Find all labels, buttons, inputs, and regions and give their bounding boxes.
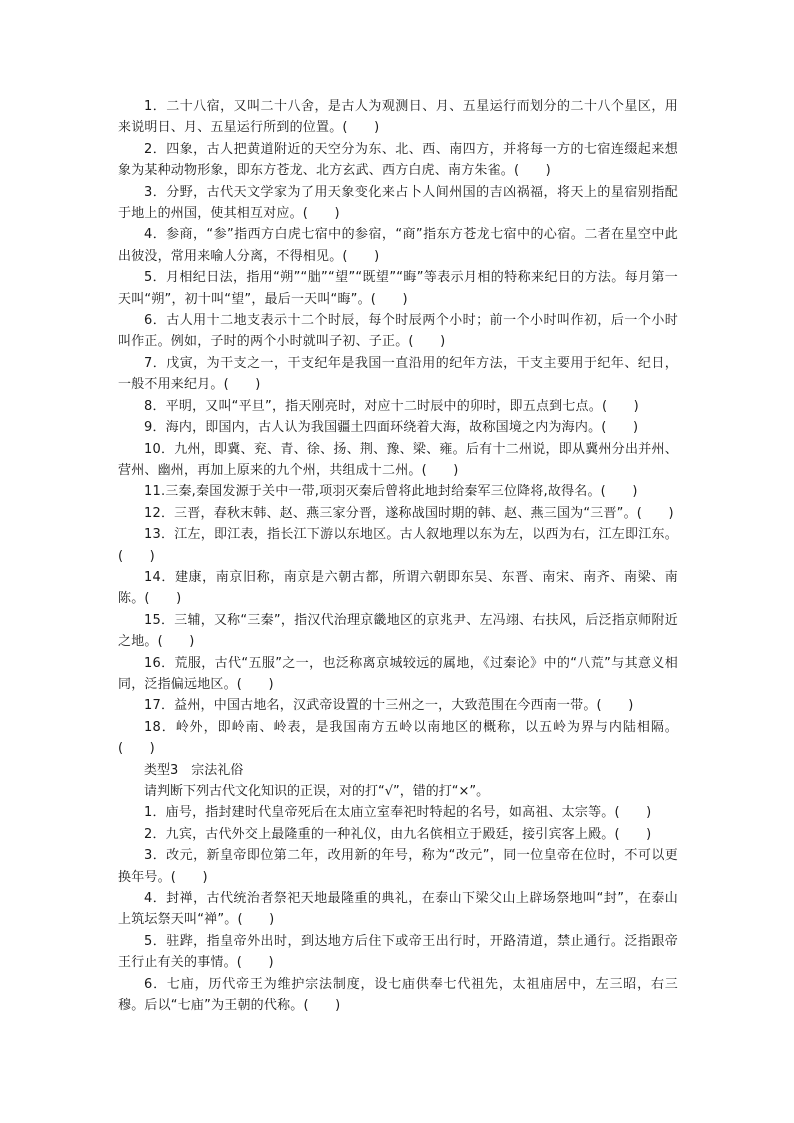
- document-page: [118, 96, 678, 1016]
- section-instruction: 请判断下列古代文化知识的正误，对的打“√”，错的打“×”。: [144, 784, 490, 799]
- list-item: 12．三晋，春秋末韩、赵、燕三家分晋，遂称战国时期的韩、赵、燕三国为“三晋”。( ): [144, 505, 674, 521]
- list-item: 7．戊寅，为干支之一，干支纪年是我国一直沿用的纪年方法，干支主要用于纪年、纪日，一般不用来纪月。( ): [118, 355, 678, 393]
- list-item: 11.三秦,秦国发源于关中一带,项羽灭秦后曾将此地封给秦军三位降将,故得名。( ): [144, 484, 638, 500]
- list-item: 15．三辅，又称“三秦”，指汉代治理京畿地区的京兆尹、左冯翊、右扶风，后泛指京师附近之地。( ): [118, 612, 678, 650]
- list-item: 6．古人用十二地支表示十二个时辰，每个时辰两个小时；前一个小时叫作初，后一个小时叫作正。例如，子时的两个小时就叫子初、子正。( ): [118, 313, 678, 350]
- list-item: 14．建康，南京旧称，南京是六朝古都，所谓六朝即东吴、东晋、南宋、南齐、南梁、南陈。( ): [118, 569, 678, 607]
- list-item: 18．岭外，即岭南、岭表，是我国南方五岭以南地区的概称，以五岭为界与内陆相隔。( ): [118, 719, 678, 757]
- list-item: 3．改元，新皇帝即位第二年，改用新的年号，称为“改元”，同一位皇帝在位时，不可以更换年号。( ): [118, 848, 678, 885]
- list-item: 9．海内，即国内，古人认为我国疆土四面环绕着大海，故称国境之内为海内。( ): [144, 420, 639, 436]
- section2-list: [118, 802, 678, 1016]
- list-item: 3．分野，古代天文学家为了用天象变化来占卜人间州国的吉凶祸福，将天上的星宿别指配于地上的州国，使其相互对应。( ): [118, 184, 678, 222]
- list-item: 13．江左，即江表，指长江下游以东地区。古人叙地理以东为左，以西为右，江左即江东。( ): [118, 527, 678, 564]
- section1-list: [118, 96, 678, 760]
- list-item: 1．庙号，指封建时代皇帝死后在太庙立室奉祀时特起的名号，如高祖、太宗等。( ): [144, 805, 652, 821]
- list-item: 5．月相纪日法，指用“朔”“朏”“望”“既望”“晦”等表示月相的特称来纪日的方法。每月第一天叫“朔”，初十叫“望”，最后一天叫“晦”。( ): [118, 270, 678, 307]
- list-item: 4．参商，“参”指西方白虎七宿中的参宿，“商”指东方苍龙七宿中的心宿。二者在星空中此出彼没，常用来喻人分离，不得相见。( ): [118, 227, 678, 264]
- list-item: 6．七庙，历代帝王为维护宗法制度，设七庙供奉七代祖先，太祖庙居中，左三昭，右三穆。后以“七庙”为王朝的代称。( ): [118, 976, 678, 1014]
- list-item: 1．二十八宿，又叫二十八舍，是古人为观测日、月、五星运行而划分的二十八个星区，用来说明日、月、五星运行所到的位置。( ): [118, 99, 678, 136]
- list-item: 10．九州，即冀、兖、青、徐、扬、荆、豫、梁、雍。后有十二州说，即从冀州分出并州、营州、幽州，再加上原来的九个州，共组成十二州。( ): [118, 441, 678, 478]
- list-item: 2．四象，古人把黄道附近的天空分为东、北、西、南四方，并将每一方的七宿连缀起来想象为某种动物形象，即东方苍龙、北方玄武、西方白虎、南方朱雀。( ): [118, 141, 678, 179]
- list-item: 4．封禅，古代统治者祭祀天地最隆重的典礼，在泰山下梁父山上辟场祭地叫“封”，在泰山上筑坛祭天叫“禅”。( ): [118, 891, 678, 928]
- list-item: 8．平明，又叫“平旦”，指天刚亮时，对应十二时辰中的卯时，即五点到七点。( ): [144, 398, 639, 414]
- list-item: 2．九宾，古代外交上最隆重的一种礼仪，由九名傧相立于殿廷，接引宾客上殿。( ): [144, 826, 652, 842]
- list-item: 16．荒服，古代“五服”之一，也泛称离京城较远的属地，《过秦论》中的“八荒”与其意义相同，泛指偏远地区。( ): [118, 655, 678, 692]
- section-heading: 类型3 宗法礼俗: [144, 762, 244, 778]
- list-item: 5．驻跸，指皇帝外出时，到达地方后住下或帝王出行时，开路清道，禁止通行。泛指跟帝王行止有关的事情。( ): [118, 933, 678, 971]
- list-item: 17．益州，中国古地名，汉武帝设置的十三州之一，大致范围在今西南一带。( ): [144, 698, 634, 714]
